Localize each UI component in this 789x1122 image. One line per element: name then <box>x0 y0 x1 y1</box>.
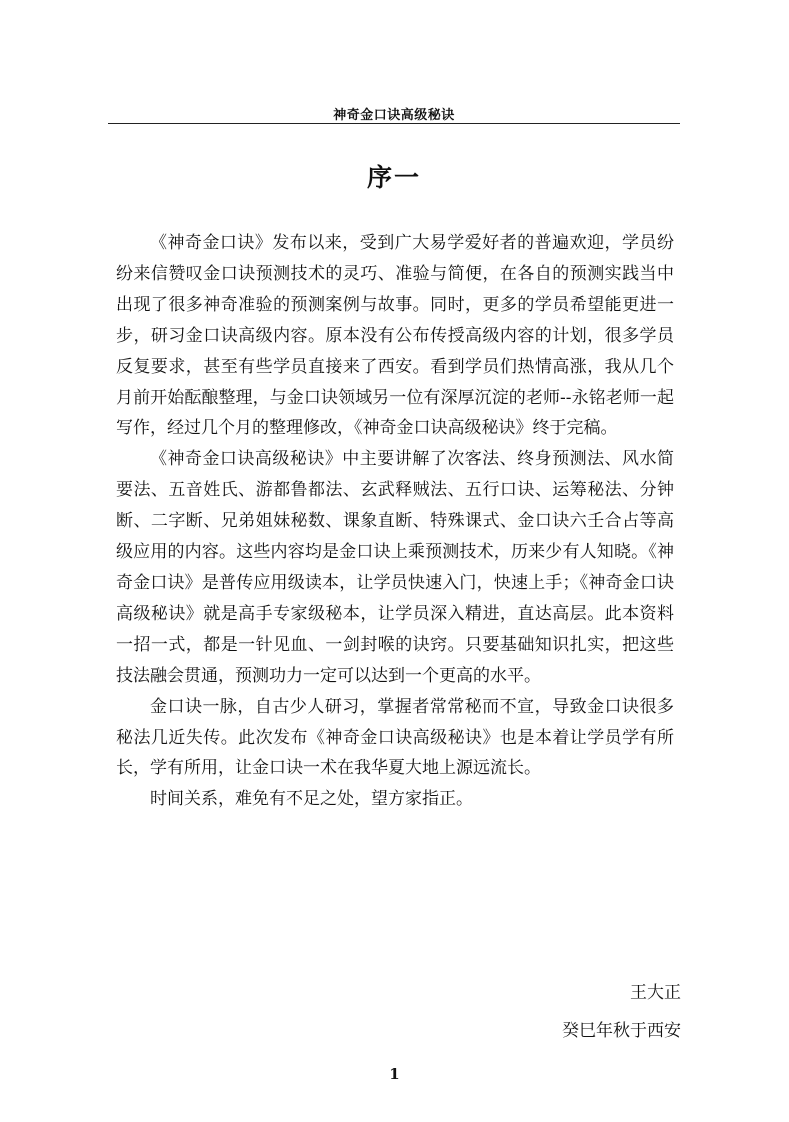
chapter-title: 序一 <box>366 163 421 192</box>
paragraph-2: 《神奇金口诀高级秘诀》中主要讲解了次客法、终身预测法、风水简要法、五音姓氏、游都鲁都法、玄武释贼法、五行口诀、运筹秘法、分钟断、二字断、兄弟姐妹秘数、课象直断、特殊课式、金口诀六壬合占等高级应用的内容。这些内容均是金口诀上乘预测技术，历来少有人知晓。《神奇金口诀》是普传应用级读本，让学员快速入门，快速上手；《神奇金口诀高级秘诀》就是高手专家级秘本，让学员深入精进，直达高层。此本资料一招一式，都是一针见血、一剑封喉的诀窍。只要基础知识扎实，把这些技法融会贯通，预测功力一定可以达到一个更高的水平。 <box>116 449 674 686</box>
header-rule <box>108 123 680 124</box>
body-text <box>116 228 674 815</box>
running-header: 神奇金口诀高级秘诀 <box>333 108 455 123</box>
paragraph-1: 《神奇金口诀》发布以来，受到广大易学爱好者的普遍欢迎，学员纷纷来信赞叹金口诀预测技术的灵巧、准验与简便，在各自的预测实践当中出现了很多神奇准验的预测案例与故事。同时，更多的学员希望能更进一步，研习金口诀高级内容。原本没有公布传授高级内容的计划，很多学员反复要求，甚至有些学员直接来了西安。看到学员们热情高涨，我从几个月前开始酝酿整理，与金口诀领域另一位有深厚沉淀的老师--永铭老师一起写作，经过几个月的整理修改，《神奇金口诀高级秘诀》终于完稿。 <box>116 233 674 439</box>
signature-date-place: 癸巳年秋于西安 <box>562 1021 681 1041</box>
paragraph-3: 金口诀一脉，自古少人研习，掌握者常常秘而不宣，导致金口诀很多秘法几近失传。此次发布《神奇金口诀高级秘诀》也是本着让学员学有所长，学有所用，让金口诀一术在我华夏大地上源远流长。 <box>116 696 674 779</box>
page-number: 1 <box>389 1065 400 1083</box>
signature-block <box>562 974 681 1050</box>
paragraph-4: 时间关系，难免有不足之处，望方家指正。 <box>150 789 473 810</box>
signature-author: 王大正 <box>630 983 681 1003</box>
